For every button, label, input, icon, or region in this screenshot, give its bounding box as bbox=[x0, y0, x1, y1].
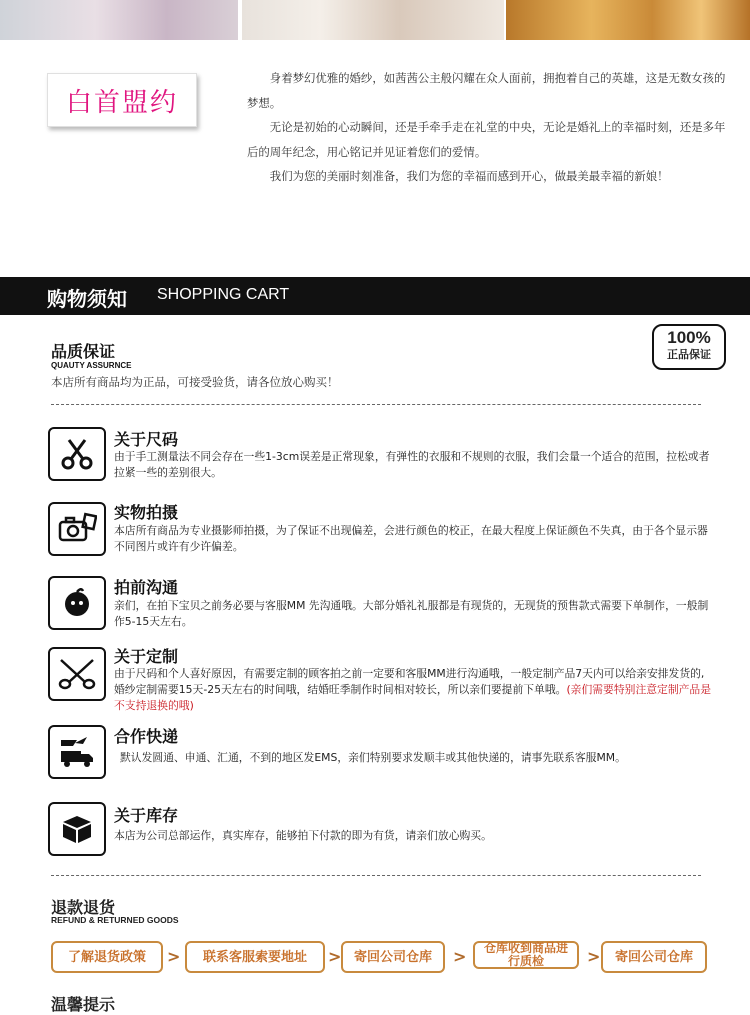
refund-subtitle: REFUND & RETURNED GOODS bbox=[51, 915, 179, 925]
genuine-badge bbox=[652, 324, 726, 370]
quality-subtitle: QUAUTY ASSURNCE bbox=[51, 361, 132, 370]
banner-photo-strip bbox=[0, 0, 750, 40]
step-arrow: > bbox=[453, 947, 467, 966]
item-text: 本店为公司总部运作，真实库存，能够拍下付款的即为有货，请亲们放心购买。 bbox=[114, 829, 492, 842]
divider bbox=[51, 875, 701, 876]
intro-paragraph: 我们为您的美丽时刻准备，我们为您的幸福而感到开心，做最美最幸福的新娘！ bbox=[269, 169, 669, 183]
shopping-notice-header bbox=[0, 277, 750, 315]
item-title: 关于尺码 bbox=[114, 430, 179, 449]
delivery-truck-icon bbox=[48, 725, 106, 779]
brand-name: 白首盟约 bbox=[65, 87, 178, 118]
intro-paragraph: 无论是初始的心动瞬间，还是手牵手走在礼堂的中央，无论是婚礼上的幸福时刻，还是多年后的周年纪念，用心铭记并见证着您们的爱情。 bbox=[247, 120, 726, 159]
step-arrow: > bbox=[587, 947, 601, 966]
item-title: 拍前沟通 bbox=[114, 578, 179, 597]
refund-step: 寄回公司仓库 bbox=[601, 941, 707, 973]
item-text: 由于手工测量法不同会存在一些1-3cm误差是正常现象，有弹性的衣服和不规则的衣服，我们会量一个适合的范围，拉松或者拉紧一些的差别很大。 bbox=[114, 450, 710, 479]
refund-step: 寄回公司仓库 bbox=[341, 941, 445, 973]
header-title-en: SHOPPING CART bbox=[157, 286, 290, 303]
intro-text bbox=[247, 66, 727, 189]
step-arrow: > bbox=[328, 947, 342, 966]
banner-photo-lace bbox=[0, 0, 238, 40]
banner-photo-golden bbox=[506, 0, 750, 40]
scissors-icon bbox=[48, 647, 106, 701]
refund-title: 退款退货 bbox=[51, 898, 116, 917]
header-title-cn: 购物须知 bbox=[47, 287, 127, 311]
item-text: 亲们，在拍下宝贝之前务必要与客服MM 先沟通哦。大部分婚礼礼服都是有现货的，无现货的预售款式需要下单制作，一般制作5-15天左右。 bbox=[114, 599, 709, 628]
item-text-main: 由于尺码和个人喜好原因，有需要定制的顾客拍之前一定要和客服MM进行沟通哦，一般定制产品7天内可以给亲安排发货的,婚纱定制需要15天-25天左右的时间哦，结婚旺季制作时间相对较长，所以亲们要提前下单哦。 bbox=[114, 667, 705, 696]
quality-title: 品质保证 bbox=[51, 342, 116, 361]
next-section-title: 温馨提示 bbox=[51, 995, 116, 1014]
refund-step: 联系客服索要地址 bbox=[185, 941, 325, 973]
camera-icon bbox=[48, 502, 106, 556]
item-title: 实物拍摄 bbox=[114, 503, 179, 522]
scissors-icon bbox=[48, 427, 106, 481]
chat-bubble-icon bbox=[48, 576, 106, 630]
step-arrow: > bbox=[167, 947, 181, 966]
item-title: 关于库存 bbox=[114, 806, 179, 825]
refund-step: 仓库收到商品进行质检 bbox=[473, 941, 579, 969]
intro-paragraph: 身着梦幻优雅的婚纱，如茜茜公主般闪耀在众人面前，拥抱着自己的英雄，这是无数女孩的梦想。 bbox=[247, 71, 726, 110]
divider bbox=[51, 404, 701, 405]
badge-label: 正品保证 bbox=[667, 348, 711, 361]
package-box-icon bbox=[48, 802, 106, 856]
item-title: 合作快递 bbox=[114, 727, 179, 746]
refund-step: 了解退货政策 bbox=[51, 941, 163, 973]
banner-photo-couple bbox=[242, 0, 504, 40]
badge-percent: 100% bbox=[667, 328, 711, 347]
item-title: 关于定制 bbox=[114, 647, 179, 666]
quality-text: 本店所有商品均为正品，可接受验货，请各位放心购买！ bbox=[51, 375, 339, 389]
item-text: 默认发圆通、申通、汇通，不到的地区发EMS，亲们特别要求发顺丰或其他快递的，请事先联系客服MM。 bbox=[120, 751, 626, 764]
item-text bbox=[114, 666, 714, 714]
item-text: 本店所有商品为专业摄影师拍摄，为了保证不出现偏差，会进行颜色的校正，在最大程度上保证颜色不失真，由于各个显示器不同图片或许有少许偏差。 bbox=[114, 524, 708, 553]
custom-warning: (亲们需要特别注意定制产品是不支持退换的哦) bbox=[114, 683, 712, 712]
brand-logo bbox=[47, 73, 197, 127]
